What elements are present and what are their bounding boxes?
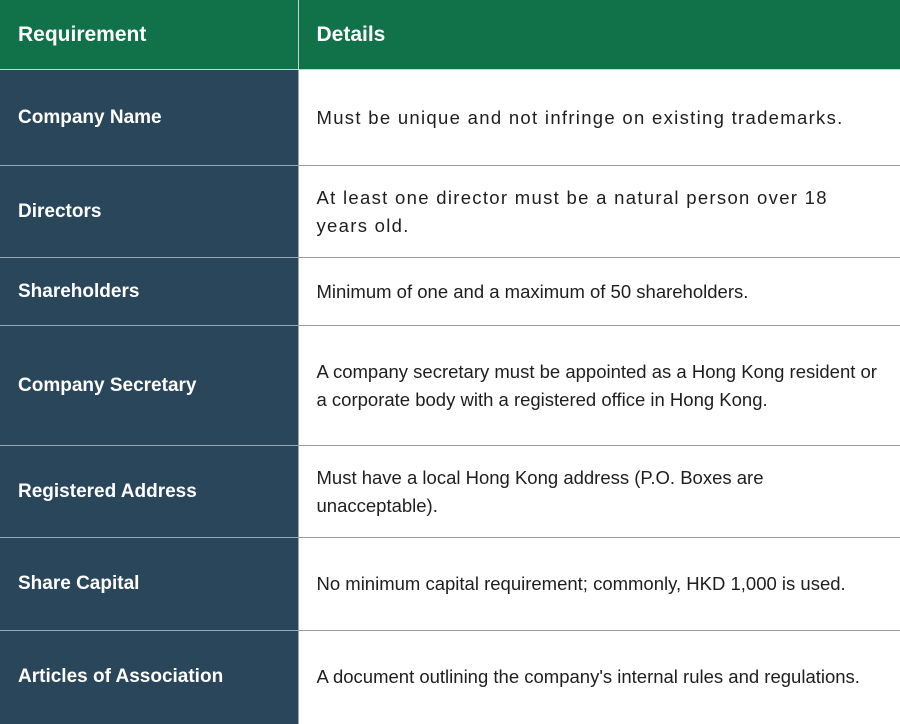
requirement-cell: Share Capital	[0, 538, 298, 631]
requirement-cell: Company Name	[0, 70, 298, 166]
table-row	[0, 70, 900, 166]
details-cell: Must be unique and not infringe on existing trademarks.	[298, 70, 900, 166]
table-row	[0, 631, 900, 724]
details-cell: Minimum of one and a maximum of 50 shareholders.	[298, 258, 900, 326]
details-cell: No minimum capital requirement; commonly, HKD 1,000 is used.	[298, 538, 900, 631]
requirement-column-header: Requirement	[0, 0, 298, 70]
requirement-cell: Shareholders	[0, 258, 298, 326]
details-cell: Must have a local Hong Kong address (P.O. Boxes are unacceptable).	[298, 446, 900, 538]
requirement-cell: Directors	[0, 166, 298, 258]
table-row	[0, 258, 900, 326]
table-row	[0, 446, 900, 538]
table-row	[0, 538, 900, 631]
requirement-cell: Registered Address	[0, 446, 298, 538]
requirement-cell: Company Secretary	[0, 326, 298, 446]
details-cell: A company secretary must be appointed as a Hong Kong resident or a corporate body with a registered office in Hong Kong.	[298, 326, 900, 446]
table-body	[0, 70, 900, 724]
table-header	[0, 0, 900, 70]
details-cell: At least one director must be a natural person over 18 years old.	[298, 166, 900, 258]
details-column-header: Details	[298, 0, 900, 70]
table-row	[0, 326, 900, 446]
details-cell: A document outlining the company's internal rules and regulations.	[298, 631, 900, 724]
requirement-cell: Articles of Association	[0, 631, 298, 724]
header-row	[0, 0, 900, 70]
table-row	[0, 166, 900, 258]
